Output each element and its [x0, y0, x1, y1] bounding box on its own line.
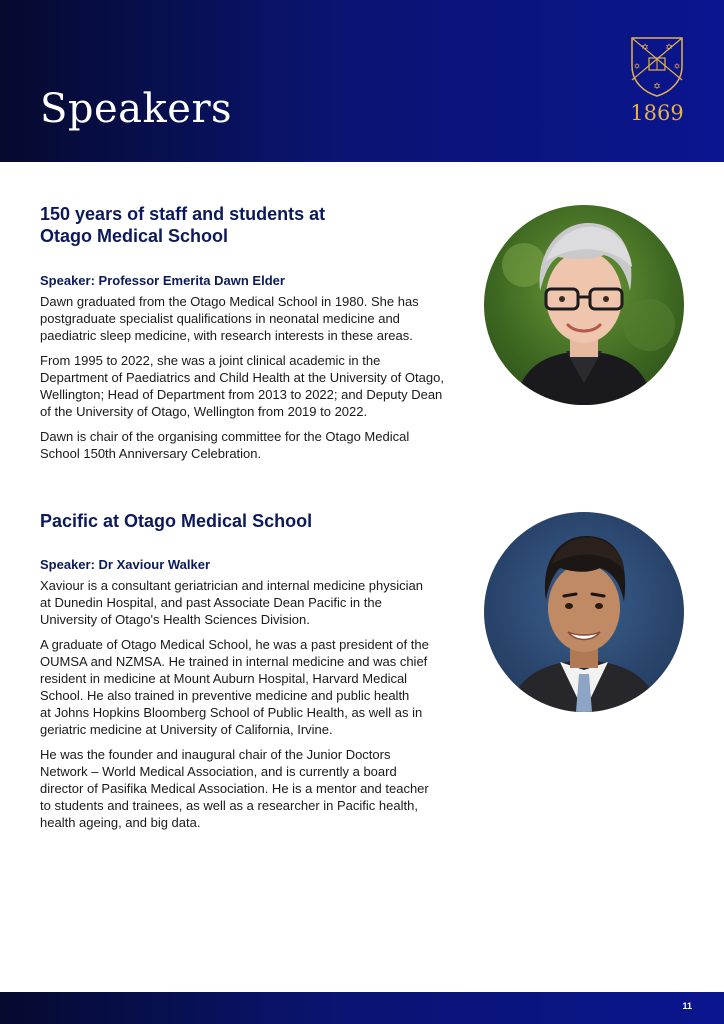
page-footer: [0, 992, 724, 1024]
university-crest: [626, 36, 688, 128]
page-title: Speakers: [40, 86, 233, 132]
section-title-line: Otago Medical School: [40, 226, 229, 246]
page-number: 11: [682, 1001, 692, 1011]
section-title-line: Pacific at Otago Medical School: [40, 511, 313, 531]
svg-text:✡: ✡: [633, 62, 641, 71]
bio-paragraph: From 1995 to 2022, she was a joint clinical academic in the Department of Paediatrics and Child Health at the University of Otago, Wellington; Head of Department from 2013 to 2022; and Deputy Dean of the University of Otago, Wellington from 2019 to 2022.: [40, 353, 444, 419]
bio-paragraph: Xaviour is a consultant geriatrician and internal medicine physician at Dunedin Hospital, and past Associate Dean Pacific in the University of Otago's Health Sciences Division.: [40, 578, 423, 627]
section-150-years: [40, 203, 460, 470]
speaker-bio: [40, 293, 460, 462]
speaker-name: Speaker: Dr Xaviour Walker: [40, 557, 211, 572]
bio-paragraph: Dawn is chair of the organising committee for the Otago Medical School 150th Anniversary Celebration.: [40, 429, 410, 461]
university-crest-icon: [630, 36, 684, 98]
bio-paragraph: He was the founder and inaugural chair of the Junior Doctors Network – World Medical Association, and is currently a board director of Pasifika Medical Association. He is a mentor and teacher to students and trainees, as well as a researcher in Pacific health, health ageing, and big data.: [40, 747, 429, 830]
svg-text:✡: ✡: [653, 82, 661, 92]
section-title: [40, 510, 460, 532]
speaker-bio: [40, 577, 460, 831]
speaker-photo-dawn-elder: [484, 205, 684, 405]
section-title-line: 150 years of staff and students at: [40, 204, 326, 224]
bio-paragraph: Dawn graduated from the Otago Medical School in 1980. She has postgraduate specialist qualifications in neonatal medicine and paediatric sleep medicine, with research interests in these areas.: [40, 294, 419, 343]
bio-paragraph: A graduate of Otago Medical School, he was a past president of the OUMSA and NZMSA. He trained in internal medicine and was chief resident in medicine at Mount Auburn Hospital, Harvard Medical School. He also trained in preventive medicine and public health at Johns Hopkins Bloomberg School of Public Health, as well as in geriatric medicine at University of California, Irvine.: [40, 637, 429, 737]
speaker-name: Speaker: Professor Emerita Dawn Elder: [40, 273, 285, 288]
svg-text:✡: ✡: [665, 43, 673, 53]
page-header: [0, 0, 724, 162]
crest-year: 1869: [630, 101, 684, 125]
section-title: [40, 203, 460, 247]
section-pacific: [40, 510, 460, 839]
svg-text:✡: ✡: [673, 62, 681, 71]
svg-text:✡: ✡: [641, 43, 649, 53]
speaker-photo-xaviour-walker: [484, 512, 684, 712]
